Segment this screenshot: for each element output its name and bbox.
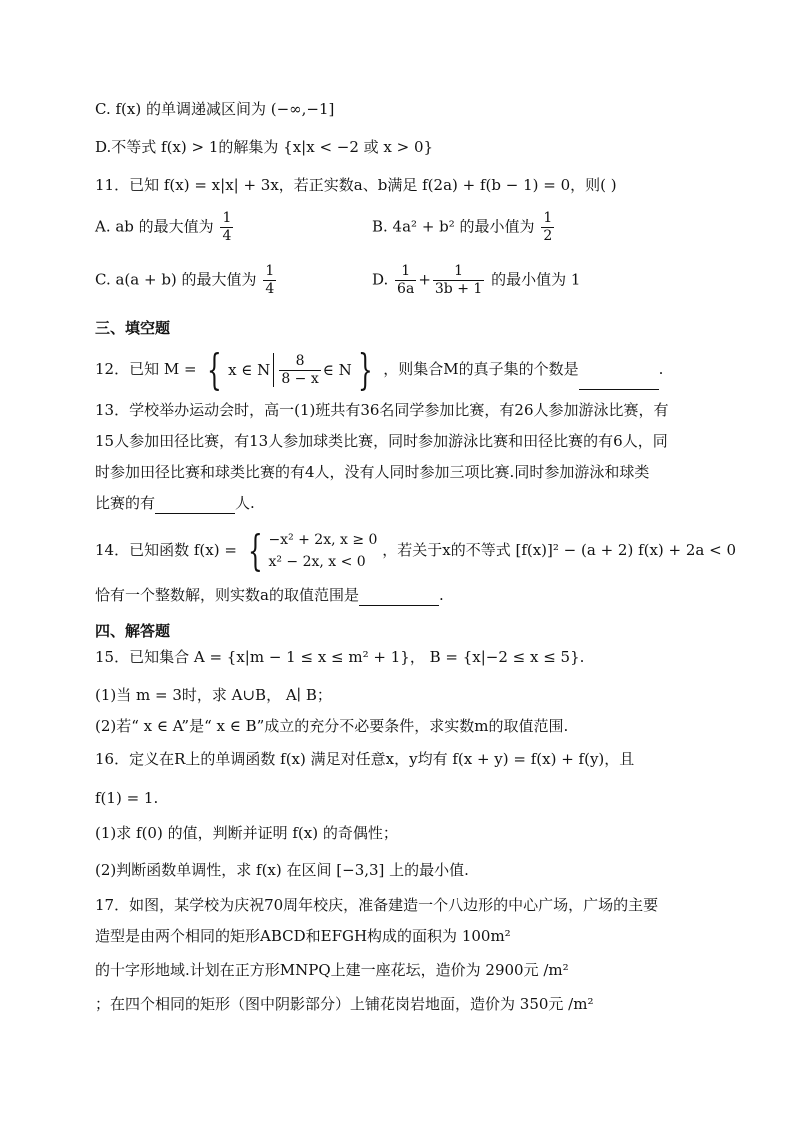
q14-line-2-pre: 恰有一个整数解，则实数a的取值范围是 <box>95 586 359 604</box>
q12-text-pre: 12．已知 M = <box>95 360 197 378</box>
q17-line-3: 的十字形地域.计划在正方形MNPQ上建一座花坛，造价为 2900元 /m² <box>95 961 569 979</box>
q11-option-b <box>372 210 556 245</box>
q13-line-1: 13．学校举办运动会时，高一(1)班共有36名同学参加比赛，有26人参加游泳比赛，有 <box>95 401 669 419</box>
q12-text-post: ，则集合M的真子集的个数是 <box>383 360 579 378</box>
q16-line-1: 16．定义在R上的单调函数 f(x) 满足对任意x，y均有 f(x + y) = f(x) + f(y)，且 <box>95 750 635 768</box>
q12 <box>95 345 664 394</box>
q13-line-4 <box>95 492 255 514</box>
set-bar <box>273 353 274 387</box>
fraction-denominator: 8 − x <box>281 370 319 387</box>
q11-stem: 11．已知 f(x) = x|x| + 3x，若正实数a、b满足 f(2a) + f(b − 1) = 0，则( ) <box>95 176 617 194</box>
q14-line-2 <box>95 584 444 606</box>
fraction-denominator: 2 <box>543 228 553 244</box>
q12-end: . <box>658 360 664 378</box>
q11-option-c-text: C. a(a + b) 的最大值为 <box>95 270 257 289</box>
q14-case-1: −x² + 2x, x ≥ 0 <box>268 532 378 548</box>
q15-stem: 15．已知集合 A = {x|m − 1 ≤ x ≤ m² + 1}， B = {x|−2 ≤ x ≤ 5}. <box>95 648 585 666</box>
right-brace-glyph: } <box>357 345 373 394</box>
fraction-numerator: 1 <box>543 210 553 226</box>
q11-option-a-text: A. ab 的最大值为 <box>95 217 214 236</box>
q11-option-a <box>95 210 235 245</box>
q13-line-4-post: 人. <box>235 494 255 512</box>
q14-text-pre: 14．已知函数 f(x) = <box>95 541 237 559</box>
q13-answer-blank <box>155 497 235 514</box>
left-brace-glyph: { <box>247 526 263 575</box>
section-3-heading: 三、填空题 <box>95 319 171 337</box>
q13-line-3: 时参加田径比赛和球类比赛的有4人，没有人同时参加三项比赛.同时参加游泳和球类 <box>95 463 650 481</box>
fraction-denominator: 4 <box>265 281 275 297</box>
q11-option-b-text: B. 4a² + b² 的最小值为 <box>372 217 535 236</box>
q11-option-d-fraction-2 <box>433 263 484 298</box>
q15-part-2: (2)若“ x ∈ A”是“ x ∈ B”成立的充分不必要条件，求实数m的取值范围. <box>95 717 569 735</box>
q17-line-1: 17．如图，某学校为庆祝70周年校庆，准备建造一个八边形的中心广场，广场的主要 <box>95 896 659 914</box>
q14 <box>95 526 737 575</box>
fraction-denominator: 3b + 1 <box>434 281 483 297</box>
q11-option-a-fraction <box>220 210 233 245</box>
q11-option-b-fraction <box>541 210 554 245</box>
fraction-numerator: 1 <box>222 210 232 226</box>
left-brace-glyph: { <box>207 345 223 394</box>
q14-cases <box>268 529 377 573</box>
fraction-numerator: 1 <box>454 263 464 279</box>
q16-part-1: (1)求 f(0) 的值，判断并证明 f(x) 的奇偶性； <box>95 824 398 842</box>
q14-piecewise <box>242 526 378 575</box>
q10-option-c: C. f(x) 的单调递减区间为 (−∞,−1] <box>95 100 335 118</box>
q13-line-4-pre: 比赛的有 <box>95 494 156 512</box>
q14-text-post: ，若关于x的不等式 [f(x)]² − (a + 2) f(x) + 2a < 0 <box>382 541 737 559</box>
q11-option-d-label: D. <box>372 270 389 289</box>
q12-set-element: x ∈ N <box>228 361 271 379</box>
q11-option-c-fraction <box>263 263 276 298</box>
fraction-denominator: 6a <box>397 281 415 297</box>
q11-option-d: D. $\frac{1}{6a}$ + $\frac{1}{3b + 1}$ 的最小值为 1 <box>372 263 581 297</box>
fraction-denominator: 4 <box>222 228 232 244</box>
q11-option-c <box>95 263 278 298</box>
q12-answer-blank <box>579 373 659 390</box>
q11-option-d-fraction-1 <box>395 263 416 298</box>
q10-option-d: D.不等式 f(x) > 1的解集为 {x|x < −2 或 x > 0} <box>95 138 434 156</box>
q14-answer-blank <box>359 589 439 606</box>
q14-line-2-end: . <box>438 586 444 604</box>
q13-line-2: 15人参加田径比赛，有13人参加球类比赛，同时参加游泳比赛和田径比赛的有6人，同 <box>95 432 668 450</box>
q16-part-2: (2)判断函数单调性，求 f(x) 在区间 [−3,3] 上的最小值. <box>95 861 469 879</box>
q17-line-2: 造型是由两个相同的矩形ABCD和EFGH构成的面积为 100m² <box>95 927 511 945</box>
fraction-numerator: 8 <box>295 352 305 369</box>
q12-set-condition: ∈ N <box>322 361 352 379</box>
q12-set-builder <box>201 345 378 394</box>
q15-part-1: (1)当 m = 3时，求 A∪B， A∣ B； <box>95 686 332 704</box>
q16-line-2: f(1) = 1. <box>95 789 159 807</box>
q11-option-d-text: 的最小值为 1 <box>491 270 581 289</box>
q14-case-2: x² − 2x, x < 0 <box>268 554 366 570</box>
q17-line-4: ；在四个相同的矩形（图中阴影部分）上铺花岗岩地面，造价为 350元 /m² <box>95 995 594 1013</box>
q12-fraction <box>279 353 320 388</box>
fraction-numerator: 1 <box>401 263 411 279</box>
fraction-numerator: 1 <box>265 263 275 279</box>
section-4-heading: 四、解答题 <box>95 622 171 640</box>
